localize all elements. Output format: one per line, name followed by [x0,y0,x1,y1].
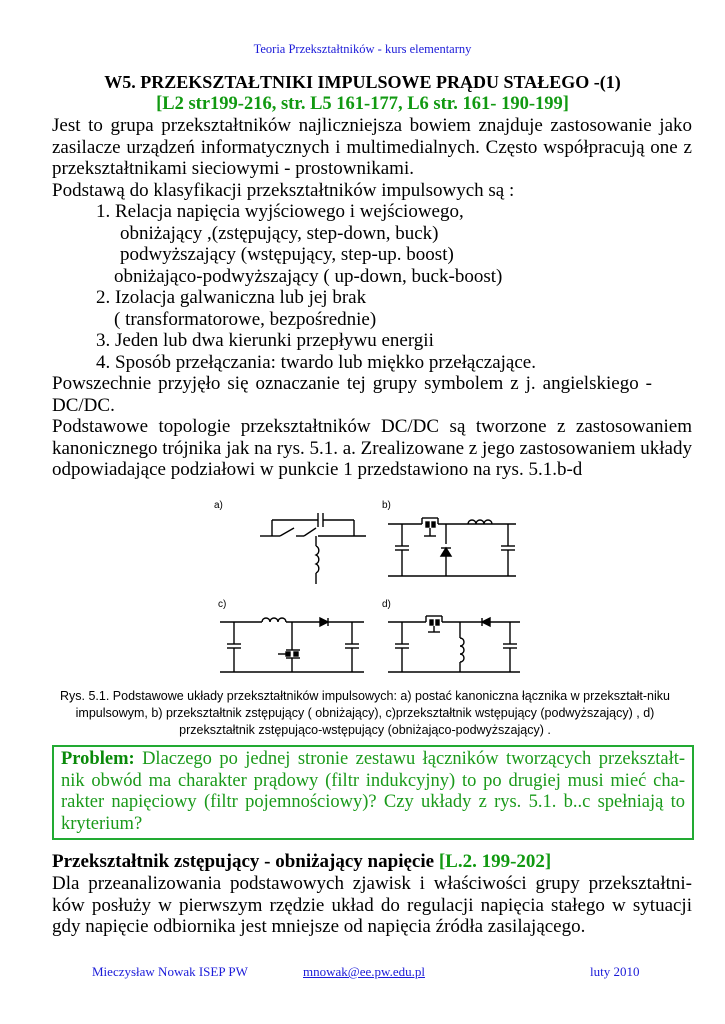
list-item-3: 3. Jeden lub dwa kierunki przepływu energii [96,330,434,351]
section-title: Przekształtnik zstępujący - obniżający napięcie [52,851,435,872]
list-subitem-isolation: ( transformatorowe, bezpośrednie) [114,308,377,330]
circuit-b-buck [382,514,522,584]
figure-label-d: d) [382,599,391,610]
footer-author: Mieczysław Nowak ISEP PW [92,964,248,979]
symbol-paragraph: Powszechnie przyjęło się oznaczanie tej grupy symbolem z j. angielskiego - DC/DC. [52,373,652,416]
problem-text: Dlaczego po jednej stronie zestawu łączników tworzących przekształt-nik obwód ma charakter prądowy (filtr indukcyjny) to po drugiej musi mieć cha-rakter napięciowy (filtr pojemnościowy)? Czy układy z rys. 5.1. b..c spełniają to kryterium? [61,749,686,834]
figure-label-c: c) [218,599,227,610]
topologies-paragraph: Podstawowe topologie przekształtników DC/DC są tworzone z zastosowaniem kanonicznego trójnika jak na rys. 5.1. a. Zrealizowane z jego zastosowaniem układy odpowiadające podziałowi w punkcie 1 przedstawiono na rys. 5.1.b-d [52,416,692,480]
list-subitem-buck-boost: obniżająco-podwyższający ( up-down, buck-boost) [114,265,503,287]
list-subitem-buck: obniżający ,(zstępujący, step-down, buck) [120,222,439,244]
figure-label-b: b) [382,500,391,511]
circuit-c-boost [212,610,372,680]
figure-5-1 [210,500,530,685]
classification-lead: Podstawą do klasyfikacji przekształtników impulsowych są : [52,179,515,201]
list-item-4: 4. Sposób przełączania: twardo lub miękko przełączające. [96,351,536,373]
main-text [52,115,692,481]
figure-label-a: a) [214,500,223,511]
intro-paragraph: Jest to grupa przekształtników najliczniejsza bowiem znajduje zastosowanie jako zasilacze urządzeń informatycznych i multimedialnych. Często współpracują one z przekształtnikami sieciowymi - prostownikami. [52,115,692,179]
list-item-2: 2. Izolacja galwaniczna lub jej brak [96,287,367,308]
section-paragraph: Dla przeanalizowania podstawowych zjawisk i właściwości grupy przekształtni-ków posłuży w pierwszym rzędzie układ do regulacji napięcia stałego w sytuacji gdy napięcie odbiornika jest mniejsze od napięcia źródła zasilającego. [52,873,692,937]
section-heading [52,851,692,873]
lecture-title: W5. PRZEKSZTAŁTNIKI IMPULSOWE PRĄDU STAŁEGO -(1) [104,72,621,92]
list-subitem-boost: podwyższający (wstępujący, step-up. boost) [120,244,454,265]
list-item-1: 1. Relacja napięcia wyjściowego i wejściowego, [96,201,464,222]
section-reference: [L.2. 199-202] [438,851,552,872]
circuit-d-buck-boost [382,610,527,680]
page-header: Teoria Przekształtników - kurs elementarny [253,42,472,56]
problem-label: Problem: [61,749,135,769]
circuit-a-canonical-switch [250,508,370,588]
footer-email-link[interactable]: mnowak@ee.pw.edu.pl [303,964,425,979]
literature-references: [L2 str199-216, str. L5 161-177, L6 str. 161- 190-199] [156,94,569,114]
figure-caption: Rys. 5.1. Podstawowe układy przekształtników impulsowych: a) postać kanoniczna łącznika w przekształt-niku impulsowym, b) przekształtnik zstępujący ( obniżający), c)przekształtnik wstępujący (podwyższający) , d) przekształtnik zstępująco-wstępujący (obniżająco-podwyższający) . [60,689,670,737]
problem-box [52,745,694,840]
footer-date: luty 2010 [590,964,640,979]
